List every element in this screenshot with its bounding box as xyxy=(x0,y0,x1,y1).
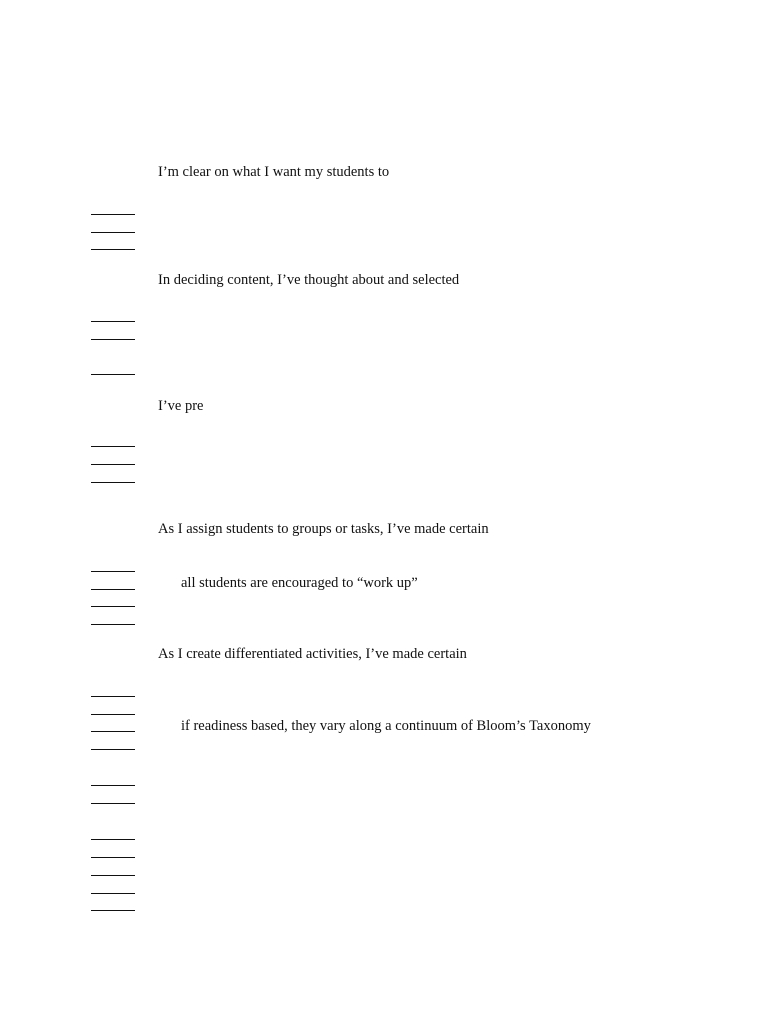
checkbox-blank-line[interactable] xyxy=(91,803,135,804)
heading-grouping: As I assign students to groups or tasks, I’ve made certain xyxy=(158,521,489,537)
checkbox-blank-line[interactable] xyxy=(91,839,135,840)
checkbox-blank-line[interactable] xyxy=(91,446,135,447)
checkbox-blank-line[interactable] xyxy=(91,571,135,572)
heading-learning-goals: I’m clear on what I want my students to xyxy=(158,164,390,180)
checkbox-blank-line[interactable] xyxy=(91,232,135,233)
checkbox-blank-line[interactable] xyxy=(91,339,135,340)
checkbox-blank-line[interactable] xyxy=(91,321,135,322)
item-work-up: all students are encouraged to “work up” xyxy=(181,575,418,591)
checkbox-blank-line[interactable] xyxy=(91,606,135,607)
checkbox-blank-line[interactable] xyxy=(91,785,135,786)
item-blooms-taxonomy: if readiness based, they vary along a continuum of Bloom’s Taxonomy xyxy=(181,718,591,734)
checkbox-blank-line[interactable] xyxy=(91,714,135,715)
checkbox-blank-line[interactable] xyxy=(91,893,135,894)
checkbox-blank-line[interactable] xyxy=(91,464,135,465)
checkbox-blank-line[interactable] xyxy=(91,875,135,876)
heading-pre-assessment: I’ve pre xyxy=(158,398,204,414)
checkbox-blank-line[interactable] xyxy=(91,589,135,590)
checkbox-blank-line[interactable] xyxy=(91,624,135,625)
checkbox-blank-line[interactable] xyxy=(91,249,135,250)
checkbox-blank-line[interactable] xyxy=(91,214,135,215)
checkbox-blank-line[interactable] xyxy=(91,482,135,483)
checkbox-blank-line[interactable] xyxy=(91,696,135,697)
checkbox-blank-line[interactable] xyxy=(91,749,135,750)
checkbox-blank-line[interactable] xyxy=(91,857,135,858)
checkbox-blank-line[interactable] xyxy=(91,374,135,375)
heading-activities: As I create differentiated activities, I’ve made certain xyxy=(158,646,467,662)
checkbox-blank-line[interactable] xyxy=(91,910,135,911)
checkbox-blank-line[interactable] xyxy=(91,731,135,732)
heading-content: In deciding content, I’ve thought about and selected xyxy=(158,272,460,288)
